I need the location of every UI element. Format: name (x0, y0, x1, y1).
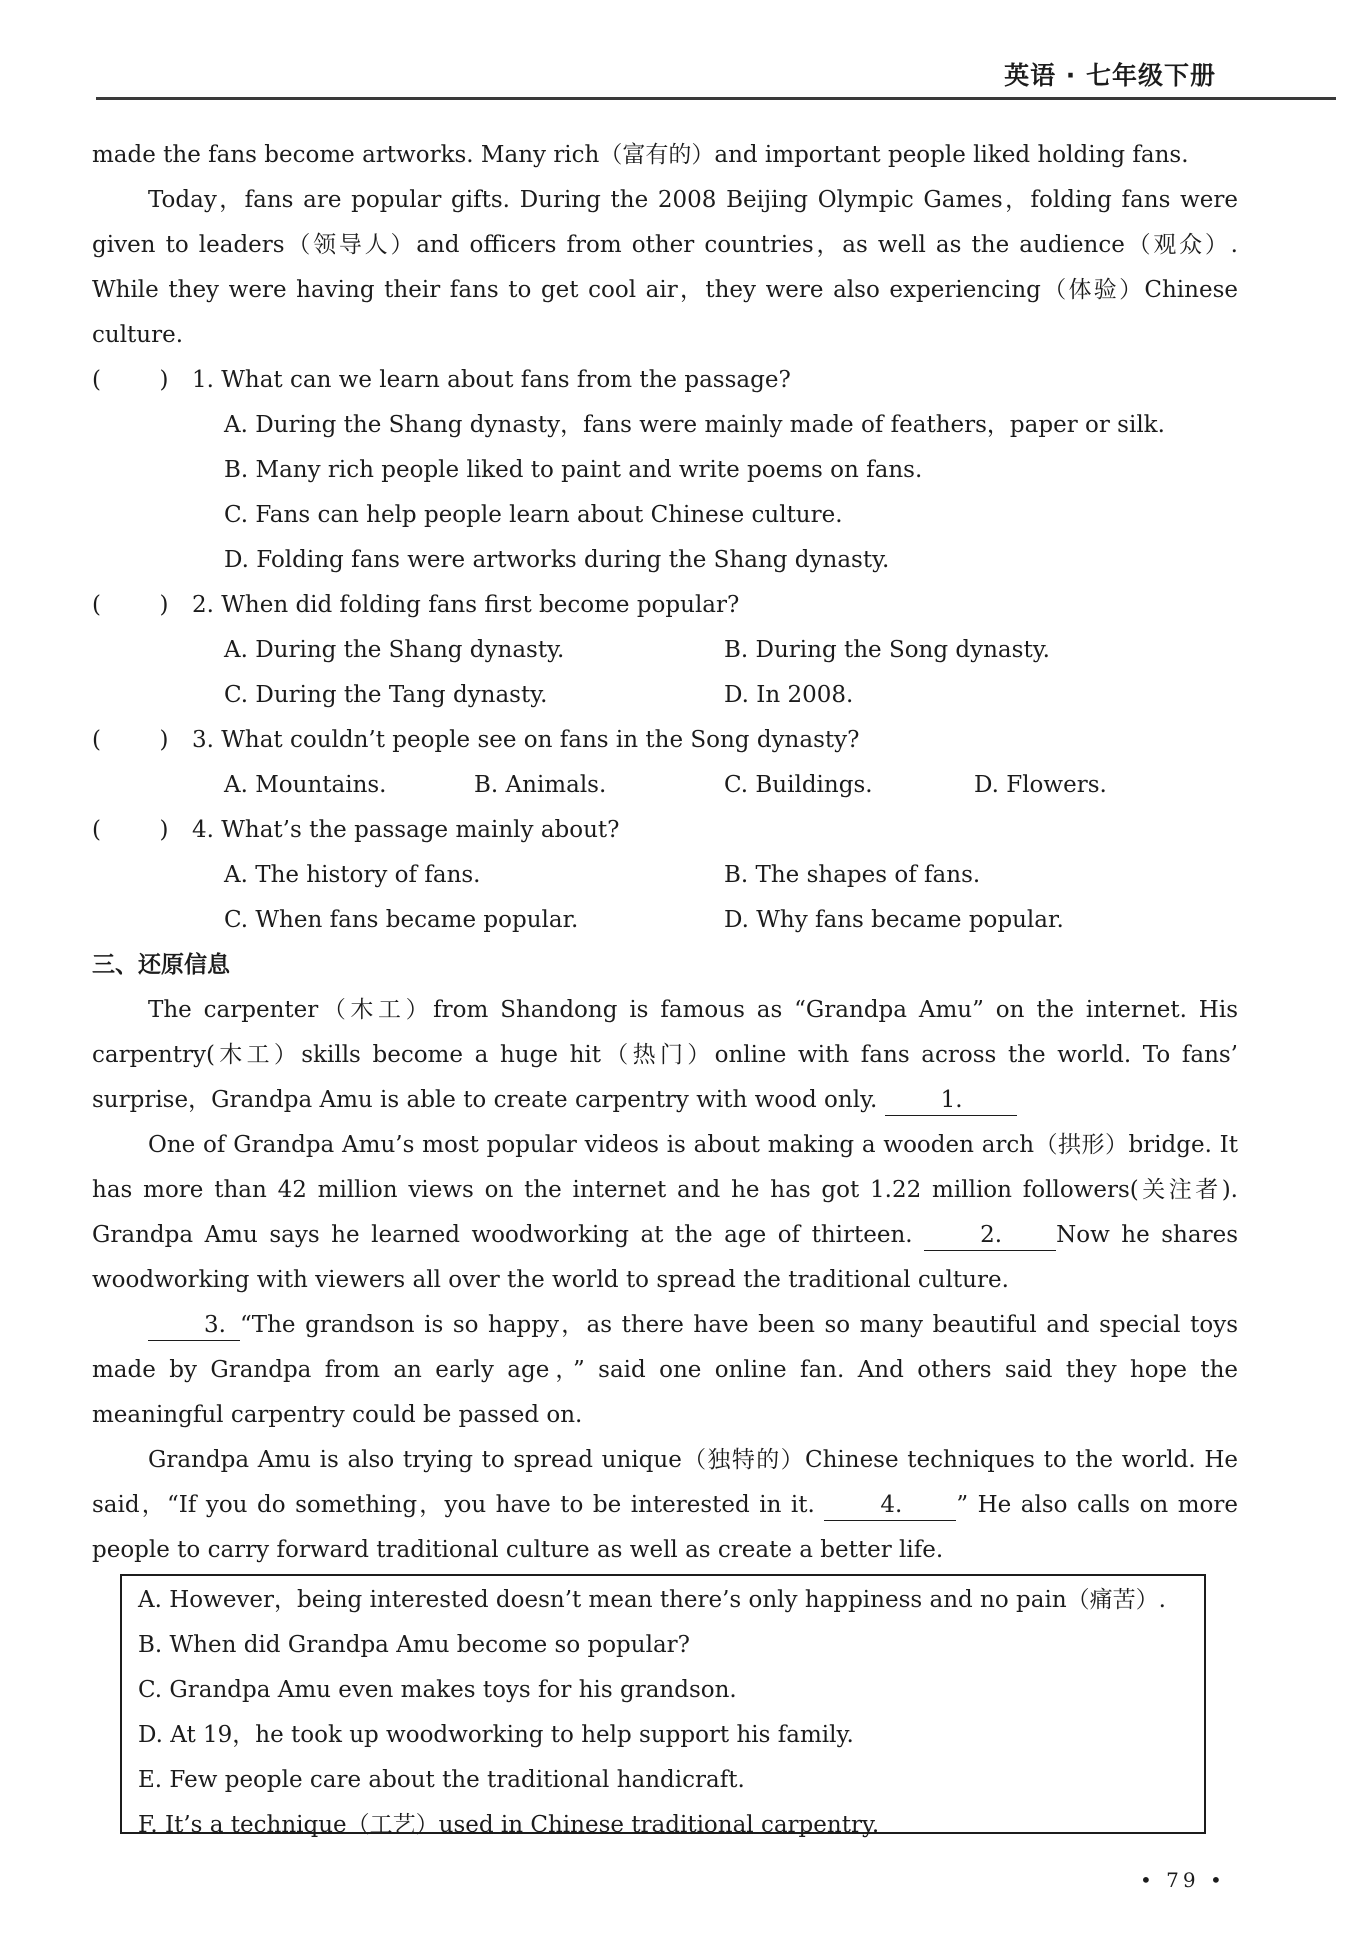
question-1 (92, 358, 1238, 583)
option: A. Mountains. (224, 772, 387, 798)
paragraph-text: “The grandson is so happy，as there have been so many beautiful and special toys made by Grandpa from an early age，” said one online fan. And others said they hope the meaningful carpentry could be passed on. (92, 1312, 1238, 1428)
option: D. Why fans became popular. (724, 907, 1064, 933)
passage-paragraph (92, 988, 1238, 1123)
answer-bracket[interactable]: ( ) (92, 817, 169, 843)
option: A. During the Shang dynasty，fans were mainly made of feathers，paper or silk. (224, 412, 1165, 438)
blank-4[interactable]: 4. (824, 1490, 956, 1521)
option: C. When fans became popular. (224, 907, 579, 933)
header-rule (96, 97, 1336, 100)
option: D. Folding fans were artworks during the Shang dynasty. (224, 547, 890, 573)
option: B. Animals. (474, 772, 607, 798)
header-title: 英语 · 七年级下册 (1004, 61, 1216, 90)
blank-2[interactable]: 2. (924, 1220, 1056, 1251)
paragraph-text: Now he shares woodworking with viewers all over the world to spread the traditional culture. (92, 1222, 1238, 1293)
option: D. Flowers. (974, 772, 1107, 798)
option-item: A. However，being interested doesn’t mean there’s only happiness and no pain（痛苦）. (138, 1587, 1166, 1613)
page-header (96, 50, 1336, 100)
option: A. During the Shang dynasty. (224, 637, 565, 663)
question-stem: 3. What couldn’t people see on fans in the Song dynasty? (192, 727, 860, 753)
paragraph-text: ” He also calls on more people to carry forward traditional culture as well as create a better life. (92, 1492, 1239, 1563)
option-item: B. When did Grandpa Amu become so popular? (138, 1632, 690, 1658)
answer-bracket[interactable]: ( ) (92, 367, 169, 393)
option-item: D. At 19，he took up woodworking to help support his family. (138, 1722, 854, 1748)
question-4 (92, 808, 1238, 943)
passage-paragraph: made the fans become artworks. Many rich（富有的）and important people liked holding fans. (92, 142, 1189, 168)
question-2 (92, 583, 1238, 718)
question-3 (92, 718, 1238, 808)
question-stem: 2. When did folding fans first become popular? (192, 592, 740, 618)
worksheet-body (92, 133, 1238, 1573)
passage-paragraph (92, 1123, 1238, 1303)
blank-1[interactable]: 1. (885, 1085, 1017, 1116)
options-box (120, 1574, 1206, 1838)
option-item: F. It’s a technique（工艺）used in Chinese traditional carpentry. (138, 1812, 880, 1838)
option: C. During the Tang dynasty. (224, 682, 548, 708)
passage-paragraph (92, 1303, 1238, 1438)
paragraph-text: The carpenter（木工）from Shandong is famous as “Grandpa Amu” on the internet. His carpentry(木工）skills become a huge hit（热门）online with fans across the world. To fans’ surprise，Grandpa Amu is able to create carpentry with wood only. (92, 997, 1238, 1113)
page-number: • 79 • (1140, 1868, 1226, 1892)
passage-paragraph (92, 1438, 1238, 1573)
option: C. Buildings. (724, 772, 873, 798)
passage-paragraph: Today，fans are popular gifts. During the 2008 Beijing Olympic Games，folding fans were given to leaders（领导人）and officers from other countries，as well as the audience（观众）. While they were having their fans to get cool air，they were also experiencing（体验）Chinese culture. (92, 187, 1238, 348)
option: D. In 2008. (724, 682, 854, 708)
section-title: 三、还原信息 (92, 952, 230, 978)
blank-3[interactable]: 3. (148, 1310, 240, 1341)
answer-bracket[interactable]: ( ) (92, 727, 169, 753)
question-stem: 1. What can we learn about fans from the passage? (192, 367, 791, 393)
option: A. The history of fans. (224, 862, 481, 888)
question-stem: 4. What’s the passage mainly about? (192, 817, 620, 843)
paragraph-text: Grandpa Amu is also trying to spread unique（独特的）Chinese techniques to the world. He said，“If you do something，you have to be interested in it. (92, 1447, 1238, 1518)
option-item: C. Grandpa Amu even makes toys for his grandson. (138, 1677, 737, 1703)
option: B. During the Song dynasty. (724, 637, 1050, 663)
option: B. The shapes of fans. (724, 862, 981, 888)
answer-bracket[interactable]: ( ) (92, 592, 169, 618)
option-item: E. Few people care about the traditional handicraft. (138, 1767, 745, 1793)
paragraph-text: One of Grandpa Amu’s most popular videos is about making a wooden arch（拱形）bridge. It has more than 42 million views on the internet and he has got 1.22 million followers(关注者). Grandpa Amu says he learned woodworking at the age of thirteen. (92, 1132, 1238, 1248)
option: C. Fans can help people learn about Chinese culture. (224, 502, 843, 528)
option: B. Many rich people liked to paint and write poems on fans. (224, 457, 923, 483)
